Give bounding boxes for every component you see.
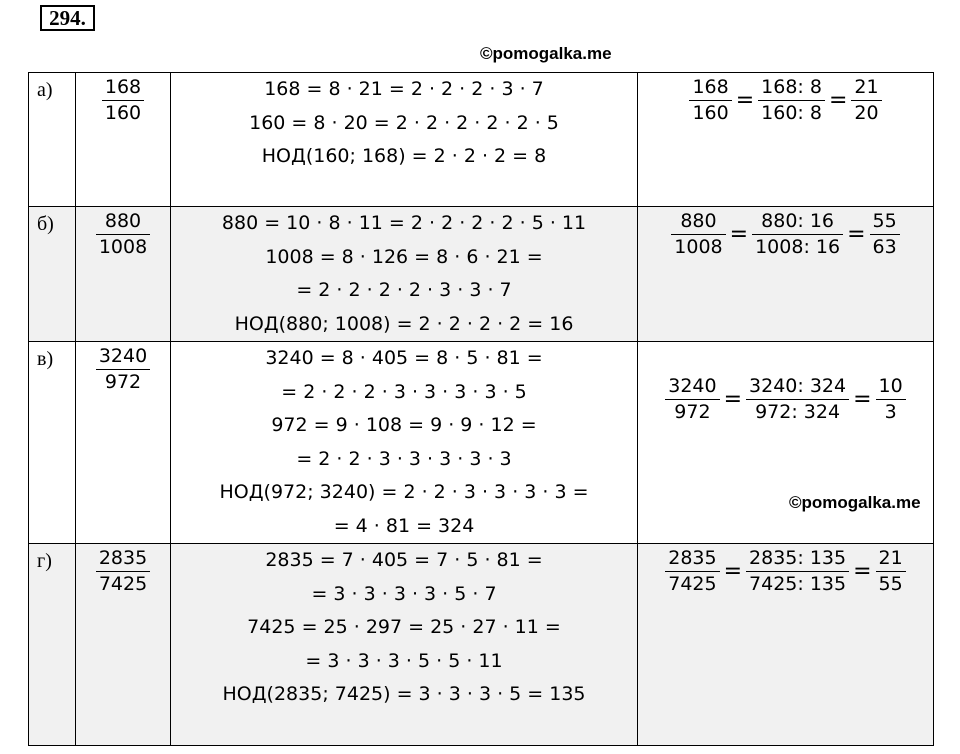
result-fraction-division — [746, 546, 849, 597]
result-fraction-reduced — [876, 374, 906, 425]
numerator: 880: 16 — [752, 209, 843, 235]
source-fraction-cell — [76, 207, 171, 342]
numerator: 3240: 324 — [746, 374, 849, 400]
equals-sign: = — [828, 88, 848, 113]
step-line: = 2 · 2 · 3 · 3 · 3 · 3 · 3 — [296, 447, 512, 470]
denominator: 1008: 16 — [755, 236, 841, 258]
step-line: 168 = 8 · 21 = 2 · 2 · 2 · 3 · 7 — [264, 78, 544, 100]
denominator: 160 — [104, 102, 142, 124]
step-line: 880 = 10 · 8 · 11 = 2 · 2 · 2 · 2 · 5 · 11 — [221, 212, 587, 234]
equals-sign: = — [847, 222, 866, 247]
step-line: = 2 · 2 · 2 · 2 · 3 · 3 · 7 — [296, 279, 512, 301]
row-label: а) — [29, 73, 76, 207]
denominator: 1008 — [674, 236, 723, 258]
equals-sign: = — [735, 88, 755, 113]
factorization-steps — [171, 342, 638, 544]
numerator: 2835 — [96, 546, 150, 572]
source-fraction-cell — [76, 73, 171, 207]
denominator: 160: 8 — [761, 102, 822, 124]
result-fraction-original — [671, 209, 725, 260]
result-fraction-division — [758, 75, 825, 126]
source-fraction-cell — [76, 544, 171, 746]
result-fraction-reduced — [851, 75, 881, 126]
denominator: 1008 — [98, 236, 148, 258]
source-fraction-cell — [76, 342, 171, 544]
watermark-inline: ©pomogalka.me — [789, 493, 921, 512]
table-row — [29, 73, 934, 207]
step-line: 160 = 8 · 20 = 2 · 2 · 2 · 2 · 2 · 5 — [249, 111, 559, 134]
watermark-top: ©pomogalka.me — [480, 44, 612, 63]
numerator: 21 — [851, 75, 881, 101]
step-line: НОД(160; 168) = 2 · 2 · 2 = 8 — [261, 145, 547, 167]
source-fraction — [96, 546, 150, 597]
denominator: 7425 — [98, 573, 148, 595]
denominator: 7425 — [668, 573, 717, 595]
step-line: = 3 · 3 · 3 · 5 · 5 · 11 — [305, 649, 503, 672]
denominator: 55 — [878, 573, 903, 595]
equals-sign: = — [729, 222, 749, 247]
factorization-steps — [171, 544, 638, 746]
result-fraction-reduced — [876, 546, 906, 597]
result-fraction-division — [752, 209, 843, 260]
step-line: 3240 = 8 · 405 = 8 · 5 · 81 = — [265, 347, 543, 369]
row-label: б) — [29, 207, 76, 342]
step-line: 2835 = 7 · 405 = 7 · 5 · 81 = — [265, 549, 543, 571]
numerator: 2835 — [665, 546, 719, 572]
step-line: = 2 · 2 · 2 · 3 · 3 · 3 · 3 · 5 — [281, 380, 527, 403]
numerator: 21 — [876, 546, 906, 572]
row-label: в) — [29, 342, 76, 544]
denominator: 20 — [854, 102, 879, 124]
numerator: 2835: 135 — [746, 546, 849, 572]
reduction-result — [638, 207, 934, 342]
source-fraction — [96, 209, 150, 260]
step-line: НОД(972; 3240) = 2 · 2 · 3 · 3 · 3 · 3 = — [219, 481, 589, 503]
reduction-result — [638, 544, 934, 746]
factorization-steps — [171, 73, 638, 207]
step-line: 1008 = 8 · 126 = 8 · 6 · 21 = — [265, 245, 543, 268]
denominator: 3 — [884, 401, 897, 423]
source-fraction — [102, 75, 144, 126]
result-fraction-division — [746, 374, 849, 425]
reduction-result — [638, 73, 934, 207]
numerator: 168: 8 — [758, 75, 825, 101]
result-fraction-reduced — [870, 209, 900, 260]
denominator: 972 — [104, 371, 142, 393]
step-line: = 3 · 3 · 3 · 3 · 5 · 7 — [311, 582, 497, 605]
numerator: 3240 — [665, 374, 719, 400]
numerator: 880 — [671, 209, 725, 235]
factorization-steps — [171, 207, 638, 342]
table-row — [29, 544, 934, 746]
numerator: 880 — [96, 209, 150, 235]
row-label: г) — [29, 544, 76, 746]
denominator: 972 — [674, 401, 711, 423]
equals-sign: = — [853, 559, 872, 584]
problem-number: 294. — [40, 5, 95, 31]
reduction-result — [638, 342, 934, 544]
step-line: НОД(880; 1008) = 2 · 2 · 2 · 2 = 16 — [234, 312, 574, 335]
equals-sign: = — [853, 387, 872, 412]
numerator: 3240 — [96, 344, 150, 370]
denominator: 7425: 135 — [749, 573, 847, 595]
source-fraction — [96, 344, 150, 395]
table-row — [29, 207, 934, 342]
numerator: 10 — [876, 374, 906, 400]
denominator: 160 — [692, 102, 729, 124]
numerator: 55 — [870, 209, 900, 235]
denominator: 972: 324 — [755, 401, 841, 423]
equals-sign: = — [723, 387, 743, 412]
equals-sign: = — [723, 559, 743, 584]
result-fraction-original — [665, 546, 719, 597]
numerator: 168 — [689, 75, 731, 101]
solution-table — [28, 72, 934, 746]
result-fraction-original — [689, 75, 731, 126]
table-row — [29, 342, 934, 544]
step-line: 972 = 9 · 108 = 9 · 9 · 12 = — [271, 414, 537, 436]
step-line: = 4 · 81 = 324 — [333, 514, 475, 537]
denominator: 63 — [872, 236, 897, 258]
step-line: НОД(2835; 7425) = 3 · 3 · 3 · 5 = 135 — [222, 683, 586, 705]
step-line: 7425 = 25 · 297 = 25 · 27 · 11 = — [247, 616, 561, 638]
result-fraction-original — [665, 374, 719, 425]
numerator: 168 — [102, 75, 144, 101]
